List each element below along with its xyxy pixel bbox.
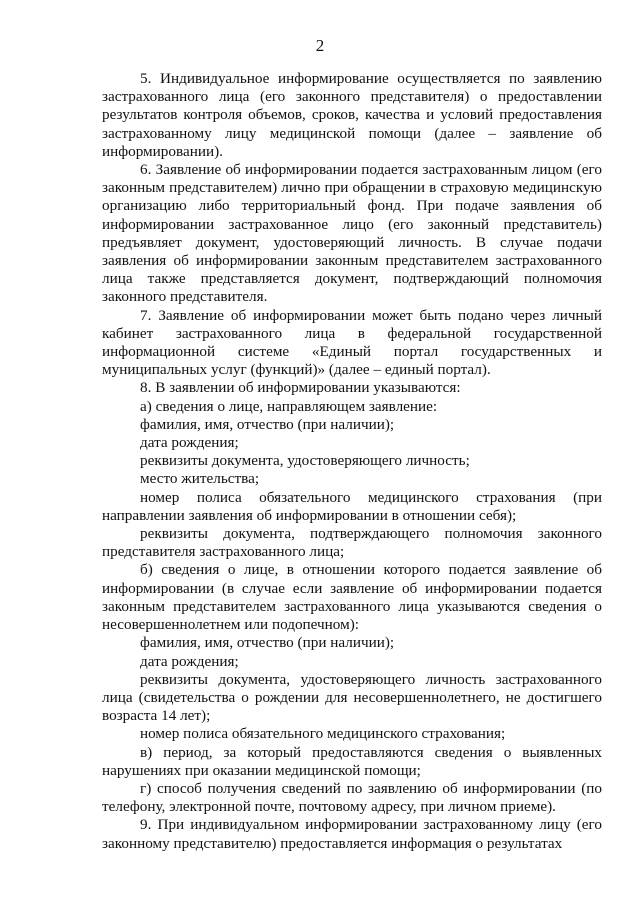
item-a-heading: а) сведения о лице, направляющем заявление: [140,397,438,415]
item-b-birth-date: дата рождения; [140,652,239,670]
document-body [102,70,602,853]
paragraph-5: 5. Индивидуальное информирование осуществляется по заявлению застрахованного лица (его законного представителя) о предоставлении результатов контроля объемов, сроков, качества и условий предоставления застрахованному лицу медицинской помощи (далее – заявление об информировании). [102,70,602,160]
item-a-policy-number: номер полиса обязательного медицинского страхования (при направлении заявления об информировании в отношении себя); [102,488,602,524]
page-number: 2 [315,36,325,55]
item-a-birth-date: дата рождения; [140,434,239,452]
item-a-id-document: реквизиты документа, удостоверяющего личность; [140,452,470,470]
paragraph-9: 9. При индивидуальном информировании застрахованному лицу (его законному представителю) предоставляется информация о результатах [102,816,602,852]
item-v-period: в) период, за который предоставляются сведения о выявленных нарушениях при оказании медицинской помощи; [102,743,602,779]
item-g-delivery-method: г) способ получения сведений по заявлению об информировании (по телефону, электронной почте, почтовому адресу, при личном приеме). [102,779,602,816]
paragraph-6: 6. Заявление об информировании подается застрахованным лицом (его законным представителем) лично при обращении в страховую медицинскую организацию либо территориальный фонд. При подаче заявления об информировании застрахованное лицо (его законный представитель) предъявляет документ, удостоверяющий личность. В случае подачи заявления об информировании законным представителем застрахованного лица также представляется документ, подтверждающий полномочия законного представителя. [102,161,602,306]
item-a-residence: место жительства; [140,470,260,488]
item-b-policy-number: номер полиса обязательного медицинского страхования; [140,725,506,743]
item-a-representative-document: реквизиты документа, подтверждающего полномочия законного представителя застрахованного лица; [102,525,602,561]
item-b-heading: б) сведения о лице, в отношении которого подается заявление об информировании (в случае если заявление об информировании подается законным представителем застрахованного лица указываются сведения о несовершеннолетнем или подопечном): [102,561,602,634]
paragraph-7: 7. Заявление об информировании может быть подано через личный кабинет застрахованного лица в федеральной государственной информационной системе «Единый портал государственных и муниципальных услуг (функций)» (далее – единый портал). [102,306,602,379]
paragraph-8: 8. В заявлении об информировании указываются: [140,379,461,397]
item-a-full-name: фамилия, имя, отчество (при наличии); [140,415,395,433]
item-b-full-name: фамилия, имя, отчество (при наличии); [140,634,395,652]
item-b-id-document: реквизиты документа, удостоверяющего личность застрахованного лица (свидетельства о рождении для несовершеннолетнего, не достигшего возраста 14 лет); [102,670,602,725]
